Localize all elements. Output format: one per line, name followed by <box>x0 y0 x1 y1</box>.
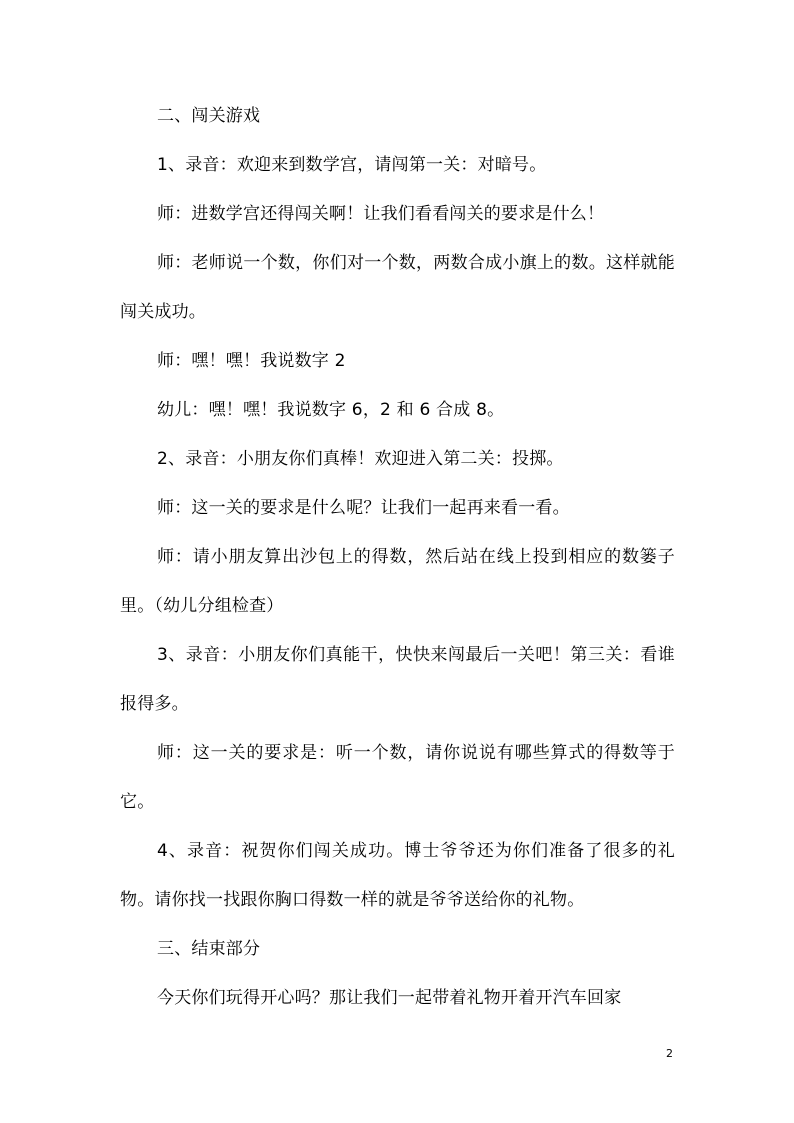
paragraph-teacher-2: 师：老师说一个数，你们对一个数，两数合成小旗上的数。这样就能闯关成功。 <box>120 253 675 322</box>
section-heading-ending: 三、结束部分 <box>157 939 261 959</box>
document-body <box>120 92 675 1023</box>
paragraph-teacher-1: 师：进数学宫还得闯关啊！让我们看看闯关的要求是什么！ <box>157 204 605 224</box>
paragraph-teacher-6: 师：这一关的要求是：听一个数，请你说说有哪些算式的得数等于它。 <box>120 743 675 812</box>
section-heading-game: 二、闯关游戏 <box>157 106 261 126</box>
paragraph-teacher-4: 师：这一关的要求是什么呢？让我们一起再来看一看。 <box>157 498 570 518</box>
paragraph-recording-2: 2、录音：小朋友你们真棒！欢迎进入第二关：投掷。 <box>157 449 564 469</box>
page-number: 2 <box>666 1047 673 1060</box>
paragraph-recording-4: 4、录音：祝贺你们闯关成功。博士爷爷还为你们准备了很多的礼物。请你找一找跟你胸口得数一样的就是爷爷送给你的礼物。 <box>120 841 675 910</box>
paragraph-recording-1: 1、录音：欢迎来到数学宫，请闯第一关：对暗号。 <box>157 155 547 175</box>
paragraph-teacher-3: 师：嘿！嘿！我说数字 2 <box>157 351 346 371</box>
paragraph-teacher-5: 师：请小朋友算出沙包上的得数，然后站在线上投到相应的数篓子里。（幼儿分组检查） <box>120 547 675 616</box>
paragraph-child-1: 幼儿：嘿！嘿！我说数字 6，2 和 6 合成 8。 <box>157 400 505 420</box>
paragraph-recording-3: 3、录音：小朋友你们真能干，快快来闯最后一关吧！第三关：看谁报得多。 <box>120 645 675 714</box>
paragraph-ending: 今天你们玩得开心吗？那让我们一起带着礼物开着开汽车回家 <box>157 988 622 1008</box>
